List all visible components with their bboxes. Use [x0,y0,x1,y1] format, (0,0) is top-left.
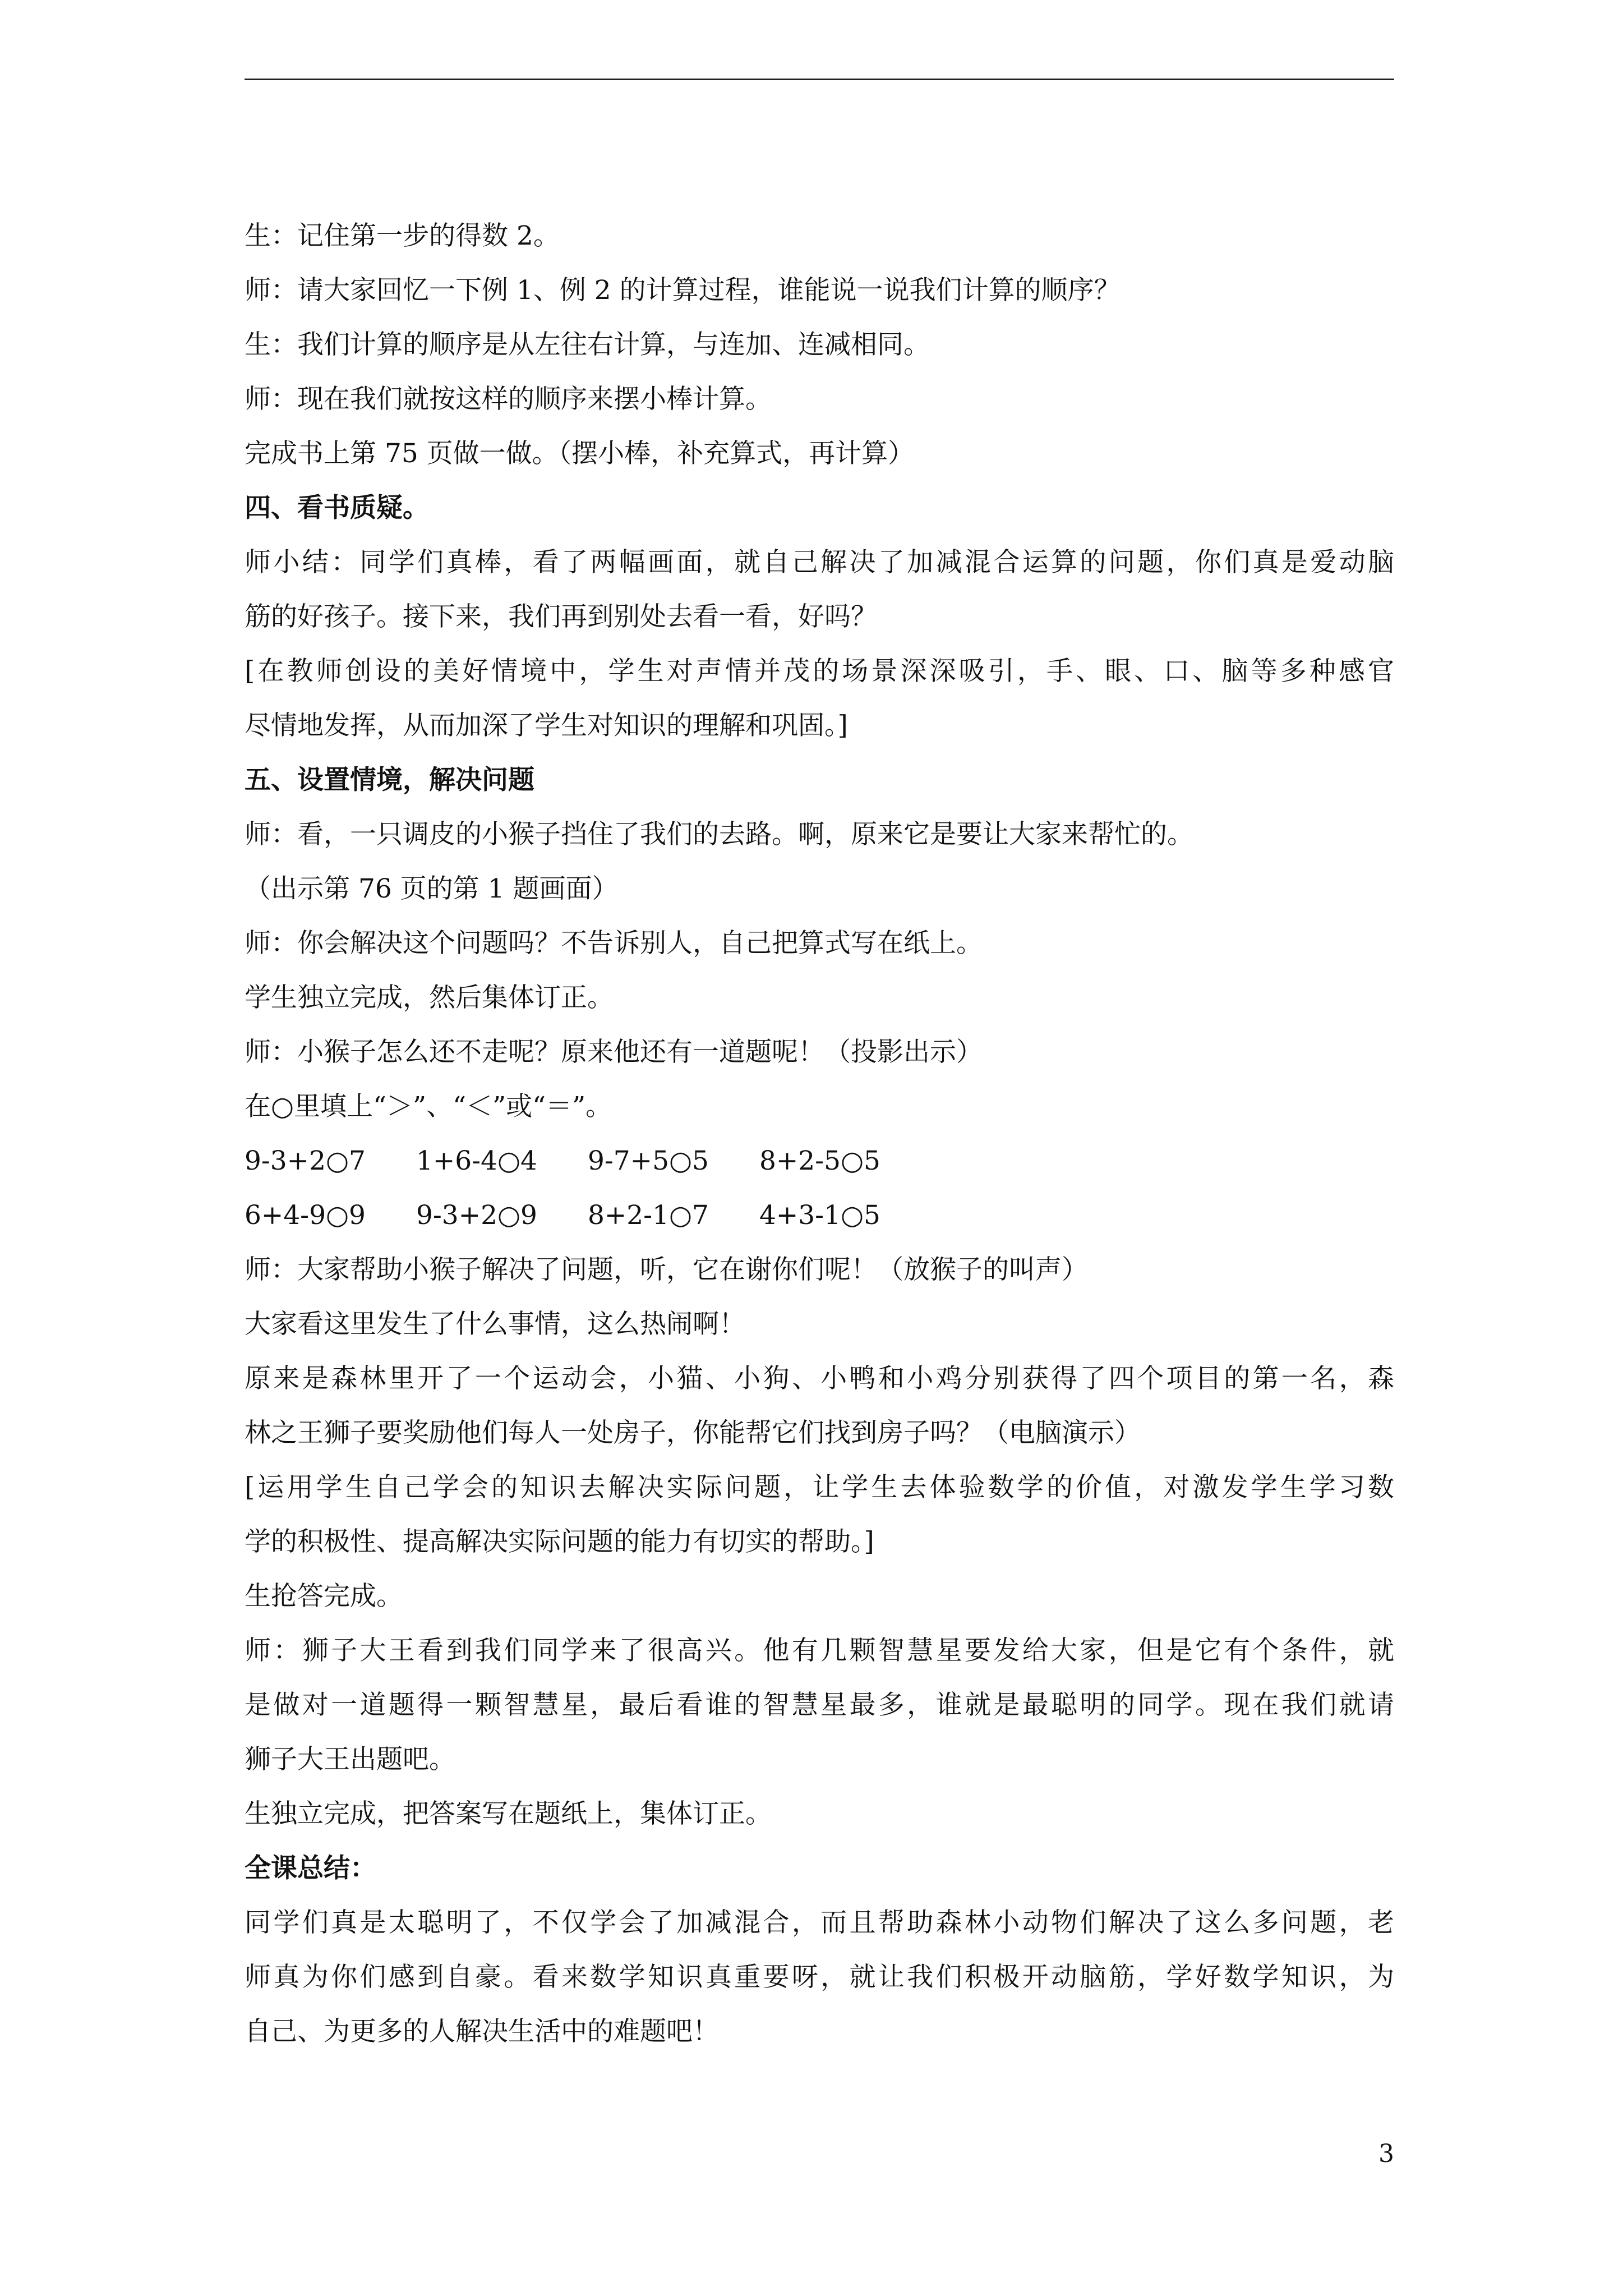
paragraph-line: 师：狮子大王看到我们同学来了很高兴。他有几颗智慧星要发给大家，但是它有个条件，就 [245,1635,1394,1666]
paragraph-line: 原来是森林里开了一个运动会，小猫、小狗、小鸭和小鸡分别获得了四个项目的第一名，森 [245,1363,1394,1394]
exercise-item: 9-3+2○7 [245,1145,366,1176]
paragraph-line: 完成书上第 75 页做一做。（摆小棒，补充算式，再计算） [245,438,915,469]
exercise-row [245,1134,1394,1188]
annotation-line: 尽情地发挥，从而加深了学生对知识的理解和巩固。] [245,710,848,741]
exercise-item: 1+6-4○4 [416,1145,537,1176]
header-rule [245,79,1394,80]
section-heading: 全课总结： [245,1853,376,1884]
document-body [245,209,1394,2059]
paragraph-line: 师：小猴子怎么还不走呢？原来他还有一道题呢！（投影出示） [245,1037,983,1068]
paragraph-line: 狮子大王出题吧。 [245,1744,455,1775]
paragraph-line: 生：我们计算的顺序是从左往右计算，与连加、连减相同。 [245,329,930,360]
exercise-item: 6+4-9○9 [245,1200,366,1231]
paragraph-line: 是做对一道题得一颗智慧星，最后看谁的智慧星最多，谁就是最聪明的同学。现在我们就请 [245,1690,1394,1720]
paragraph-line: 师小结：同学们真棒，看了两幅画面，就自己解决了加减混合运算的问题，你们真是爱动脑 [245,547,1394,578]
exercise-row [245,1188,1394,1243]
annotation-line: [在教师创设的美好情境中，学生对声情并茂的场景深深吸引，手、眼、口、脑等多种感官 [245,656,1394,687]
section-heading: 四、看书质疑。 [245,493,429,523]
paragraph-line: 师：现在我们就按这样的顺序来摆小棒计算。 [245,384,772,415]
paragraph-line: 学生独立完成，然后集体订正。 [245,982,614,1013]
paragraph-line: 在○里填上“＞”、“＜”或“＝”。 [245,1091,612,1122]
paragraph-line: 师：看，一只调皮的小猴子挡住了我们的去路。啊，原来它是要让大家来帮忙的。 [245,819,1193,850]
paragraph-line: 生抢答完成。 [245,1581,403,1612]
paragraph-line: 师：大家帮助小猴子解决了问题，听，它在谢你们呢！（放猴子的叫声） [245,1254,1088,1285]
paragraph-line: 林之王狮子要奖励他们每人一处房子，你能帮它们找到房子吗？（电脑演示） [245,1418,1141,1448]
paragraph-line: 筋的好孩子。接下来，我们再到别处去看一看，好吗？ [245,601,877,632]
paragraph-line: 师：请大家回忆一下例 1、例 2 的计算过程，谁能说一说我们计算的顺序？ [245,275,1121,306]
paragraph-line: 大家看这里发生了什么事情，这么热闹啊！ [245,1309,745,1340]
paragraph-line: 自己、为更多的人解决生活中的难题吧！ [245,2016,719,2047]
paragraph-line: 生独立完成，把答案写在题纸上，集体订正。 [245,1798,772,1829]
paragraph-line: 师：你会解决这个问题吗？不告诉别人，自己把算式写在纸上。 [245,928,983,959]
paragraph-line: （出示第 76 页的第 1 题画面） [245,873,619,904]
exercise-item: 4+3-1○5 [759,1200,880,1231]
exercise-item: 8+2-5○5 [759,1145,880,1176]
annotation-line: [运用学生自己学会的知识去解决实际问题，让学生去体验数学的价值，对激发学生学习数 [245,1472,1394,1503]
annotation-line: 学的积极性、提高解决实际问题的能力有切实的帮助。] [245,1526,874,1557]
exercise-item: 9-3+2○9 [416,1200,537,1231]
paragraph-line: 师真为你们感到自豪。看来数学知识真重要呀，就让我们积极开动脑筋，学好数学知识，为 [245,1962,1394,1993]
section-heading: 五、设置情境，解决问题 [245,765,534,795]
page-number: 3 [1378,2139,1394,2168]
paragraph-line: 生：记住第一步的得数 2。 [245,220,560,251]
exercise-item: 9-7+5○5 [588,1145,709,1176]
exercise-item: 8+2-1○7 [588,1200,709,1231]
paragraph-line: 同学们真是太聪明了，不仅学会了加减混合，而且帮助森林小动物们解决了这么多问题，老 [245,1907,1394,1938]
